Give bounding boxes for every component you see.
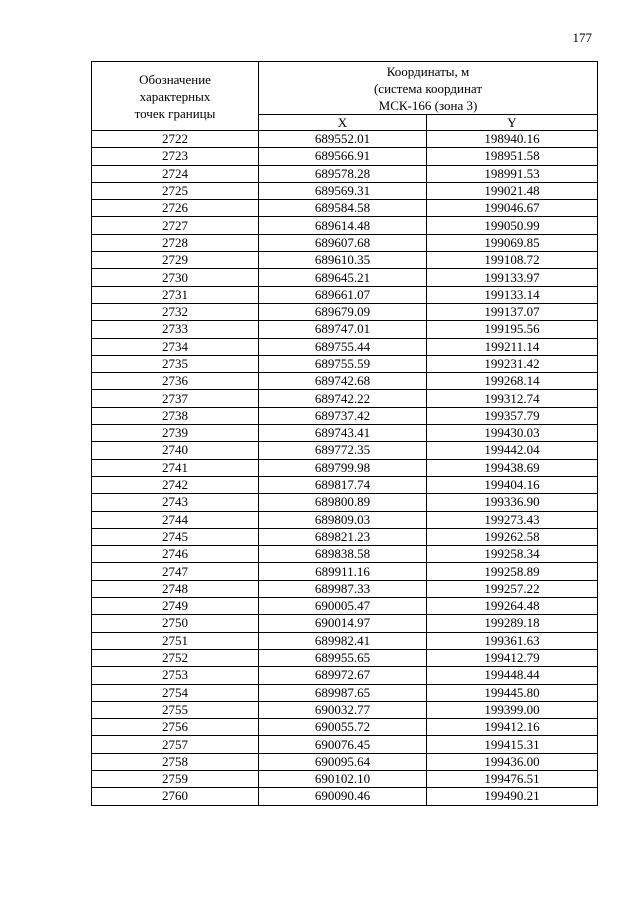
point-id-cell: 2749 [92, 598, 259, 615]
y-coordinate-cell: 199262.58 [427, 528, 598, 545]
point-id-cell: 2726 [92, 200, 259, 217]
y-coordinate-cell: 199436.00 [427, 753, 598, 770]
point-id-cell: 2751 [92, 632, 259, 649]
x-coordinate-cell: 689772.35 [259, 442, 427, 459]
y-coordinate-cell: 199289.18 [427, 615, 598, 632]
table-row [92, 131, 598, 148]
point-id-cell: 2723 [92, 148, 259, 165]
point-id-cell: 2744 [92, 511, 259, 528]
x-coordinate-cell: 689755.59 [259, 355, 427, 372]
x-coordinate-cell: 689987.65 [259, 684, 427, 701]
coords-header-line: Координаты, м [386, 63, 470, 79]
point-id-cell: 2743 [92, 494, 259, 511]
table-row [92, 425, 598, 442]
y-coordinate-cell: 199476.51 [427, 770, 598, 787]
table-row [92, 598, 598, 615]
point-id-cell: 2753 [92, 667, 259, 684]
x-coordinate-cell: 689800.89 [259, 494, 427, 511]
y-coordinate-cell: 199021.48 [427, 182, 598, 199]
point-id-cell: 2756 [92, 719, 259, 736]
table-row [92, 667, 598, 684]
x-coordinate-cell: 689742.68 [259, 373, 427, 390]
table-row [92, 390, 598, 407]
table-row [92, 269, 598, 286]
point-header-line: характерных [139, 88, 211, 104]
point-id-cell: 2734 [92, 338, 259, 355]
y-coordinate-cell: 199357.79 [427, 407, 598, 424]
x-coordinate-cell: 689578.28 [259, 165, 427, 182]
point-id-cell: 2759 [92, 770, 259, 787]
x-coordinate-cell: 689821.23 [259, 528, 427, 545]
point-id-cell: 2733 [92, 321, 259, 338]
table-row [92, 459, 598, 476]
point-id-cell: 2731 [92, 286, 259, 303]
table-row [92, 546, 598, 563]
point-id-cell: 2735 [92, 355, 259, 372]
point-id-cell: 2752 [92, 649, 259, 666]
x-coordinate-cell: 689614.48 [259, 217, 427, 234]
point-id-cell: 2758 [92, 753, 259, 770]
x-coordinate-cell: 689610.35 [259, 252, 427, 269]
x-coordinate-cell: 689569.31 [259, 182, 427, 199]
table-row [92, 580, 598, 597]
point-header-line: точек границы [134, 105, 216, 121]
coords-header-line: (система координат [373, 80, 483, 96]
table-row [92, 200, 598, 217]
table-header [92, 62, 598, 131]
y-coordinate-cell: 198940.16 [427, 131, 598, 148]
point-id-cell: 2725 [92, 182, 259, 199]
point-id-cell: 2742 [92, 476, 259, 493]
point-id-cell: 2755 [92, 701, 259, 718]
y-coordinate-cell: 199046.67 [427, 200, 598, 217]
y-coordinate-cell: 199108.72 [427, 252, 598, 269]
point-id-cell: 2737 [92, 390, 259, 407]
y-coordinate-cell: 199415.31 [427, 736, 598, 753]
x-coordinate-cell: 689607.68 [259, 234, 427, 251]
coordinates-header [259, 62, 598, 115]
table-row [92, 632, 598, 649]
y-coordinate-cell: 199211.14 [427, 338, 598, 355]
x-coordinate-cell: 689679.09 [259, 303, 427, 320]
x-coordinate-cell: 689743.41 [259, 425, 427, 442]
point-header-line: Обозначение [139, 71, 211, 87]
point-id-cell: 2750 [92, 615, 259, 632]
table-row [92, 615, 598, 632]
x-coordinate-cell: 689737.42 [259, 407, 427, 424]
point-id-cell: 2747 [92, 563, 259, 580]
y-coordinate-cell: 199195.56 [427, 321, 598, 338]
y-coordinate-cell: 199490.21 [427, 788, 598, 805]
x-coordinate-cell: 689817.74 [259, 476, 427, 493]
point-id-cell: 2736 [92, 373, 259, 390]
point-id-cell: 2732 [92, 303, 259, 320]
x-coordinate-cell: 690076.45 [259, 736, 427, 753]
table-row [92, 684, 598, 701]
x-coordinate-cell: 689584.58 [259, 200, 427, 217]
point-designation-header [92, 62, 259, 131]
table-row [92, 770, 598, 787]
x-coordinate-cell: 690095.64 [259, 753, 427, 770]
table-row [92, 494, 598, 511]
y-coordinate-cell: 199137.07 [427, 303, 598, 320]
table-row [92, 286, 598, 303]
point-id-cell: 2724 [92, 165, 259, 182]
x-coordinate-cell: 689838.58 [259, 546, 427, 563]
x-coordinate-cell: 689747.01 [259, 321, 427, 338]
table-row [92, 753, 598, 770]
table-row [92, 338, 598, 355]
y-coordinate-cell: 199430.03 [427, 425, 598, 442]
table-row [92, 148, 598, 165]
x-coordinate-cell: 689809.03 [259, 511, 427, 528]
coords-header-line: МСК-166 (зона 3) [378, 97, 478, 113]
x-coordinate-cell: 689972.67 [259, 667, 427, 684]
table-row [92, 217, 598, 234]
x-coordinate-cell: 689911.16 [259, 563, 427, 580]
point-id-cell: 2722 [92, 131, 259, 148]
x-coordinate-cell: 689552.01 [259, 131, 427, 148]
point-id-cell: 2738 [92, 407, 259, 424]
y-coordinate-cell: 199361.63 [427, 632, 598, 649]
y-coordinate-cell: 199336.90 [427, 494, 598, 511]
point-id-cell: 2728 [92, 234, 259, 251]
y-coordinate-cell: 199438.69 [427, 459, 598, 476]
y-coordinate-cell: 199273.43 [427, 511, 598, 528]
y-coordinate-cell: 199268.14 [427, 373, 598, 390]
y-coordinate-cell: 199404.16 [427, 476, 598, 493]
y-coordinate-cell: 199442.04 [427, 442, 598, 459]
table-row [92, 182, 598, 199]
point-id-cell: 2746 [92, 546, 259, 563]
x-coordinate-cell: 690090.46 [259, 788, 427, 805]
page-number: 177 [572, 30, 592, 45]
x-coordinate-cell: 689955.65 [259, 649, 427, 666]
x-coordinate-cell: 690005.47 [259, 598, 427, 615]
y-coordinate-cell: 199069.85 [427, 234, 598, 251]
x-coordinate-cell: 689799.98 [259, 459, 427, 476]
table-body [92, 131, 598, 806]
table-row [92, 442, 598, 459]
y-coordinate-cell: 199412.79 [427, 649, 598, 666]
y-coordinate-cell: 199257.22 [427, 580, 598, 597]
point-id-cell: 2739 [92, 425, 259, 442]
y-coordinate-cell: 199258.34 [427, 546, 598, 563]
y-coordinate-cell: 199231.42 [427, 355, 598, 372]
x-coordinate-cell: 689661.07 [259, 286, 427, 303]
point-id-cell: 2727 [92, 217, 259, 234]
x-coordinate-cell: 689982.41 [259, 632, 427, 649]
x-coordinate-cell: 689645.21 [259, 269, 427, 286]
x-column-header: X [259, 115, 427, 131]
x-coordinate-cell: 690102.10 [259, 770, 427, 787]
x-coordinate-cell: 690014.97 [259, 615, 427, 632]
x-coordinate-cell: 689742.22 [259, 390, 427, 407]
y-coordinate-cell: 199412.16 [427, 719, 598, 736]
table-row [92, 788, 598, 805]
y-coordinate-cell: 199264.48 [427, 598, 598, 615]
table-row [92, 563, 598, 580]
point-id-cell: 2729 [92, 252, 259, 269]
table-row [92, 303, 598, 320]
table-row [92, 252, 598, 269]
table-row [92, 719, 598, 736]
point-id-cell: 2757 [92, 736, 259, 753]
table-row [92, 165, 598, 182]
point-id-cell: 2740 [92, 442, 259, 459]
y-coordinate-cell: 199448.44 [427, 667, 598, 684]
y-coordinate-cell: 199133.14 [427, 286, 598, 303]
point-id-cell: 2730 [92, 269, 259, 286]
y-coordinate-cell: 199445.80 [427, 684, 598, 701]
table-row [92, 701, 598, 718]
x-coordinate-cell: 690032.77 [259, 701, 427, 718]
table-row [92, 649, 598, 666]
x-coordinate-cell: 689987.33 [259, 580, 427, 597]
table-row [92, 373, 598, 390]
y-column-header: Y [427, 115, 598, 131]
table-row [92, 528, 598, 545]
y-coordinate-cell: 199399.00 [427, 701, 598, 718]
table-row [92, 355, 598, 372]
point-id-cell: 2741 [92, 459, 259, 476]
point-id-cell: 2754 [92, 684, 259, 701]
y-coordinate-cell: 199312.74 [427, 390, 598, 407]
y-coordinate-cell: 199258.89 [427, 563, 598, 580]
table-row [92, 736, 598, 753]
x-coordinate-cell: 690055.72 [259, 719, 427, 736]
y-coordinate-cell: 198951.58 [427, 148, 598, 165]
y-coordinate-cell: 199050.99 [427, 217, 598, 234]
table-row [92, 511, 598, 528]
x-coordinate-cell: 689755.44 [259, 338, 427, 355]
point-id-cell: 2760 [92, 788, 259, 805]
point-id-cell: 2748 [92, 580, 259, 597]
y-coordinate-cell: 198991.53 [427, 165, 598, 182]
table-row [92, 407, 598, 424]
point-id-cell: 2745 [92, 528, 259, 545]
table-row [92, 234, 598, 251]
coordinates-table [91, 61, 598, 806]
table-row [92, 476, 598, 493]
x-coordinate-cell: 689566.91 [259, 148, 427, 165]
table-row [92, 321, 598, 338]
y-coordinate-cell: 199133.97 [427, 269, 598, 286]
